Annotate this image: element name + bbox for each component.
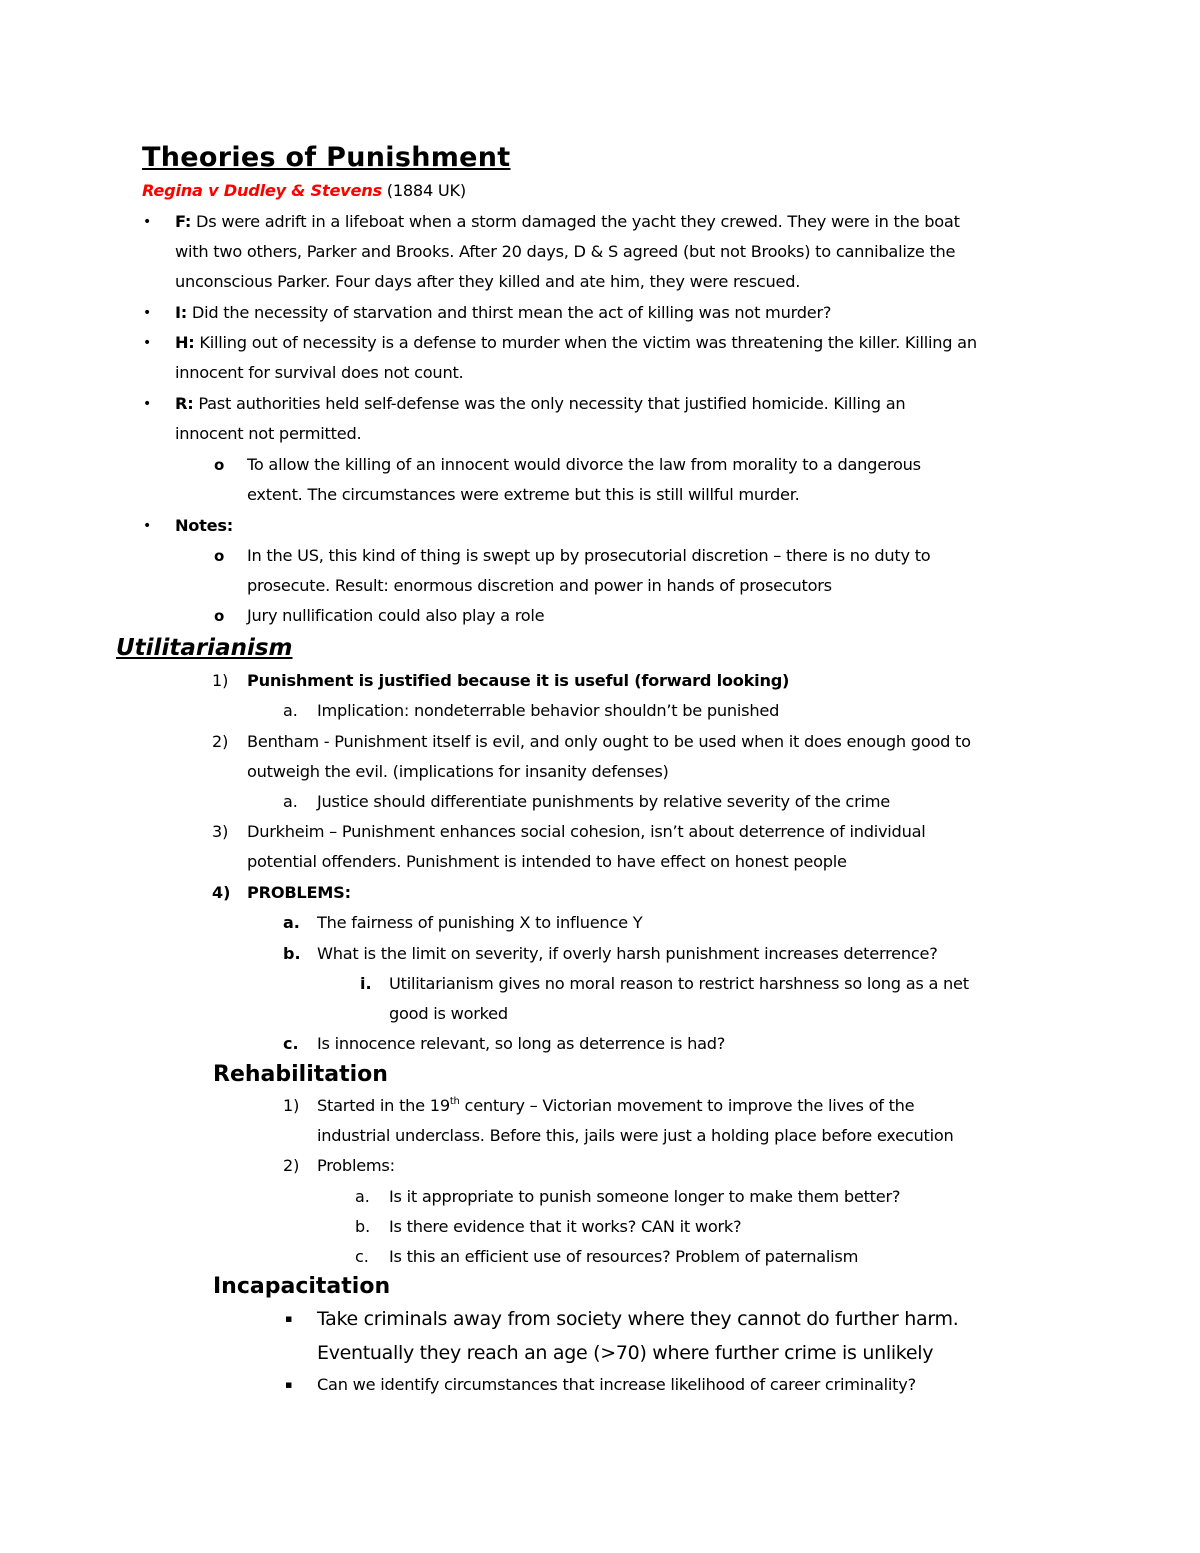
bullet-circle: o — [214, 607, 225, 625]
util-item-4c: Is innocence relevant, so long as deterrence is had? — [317, 1034, 726, 1053]
rehab-item-1-line-2: industrial underclass. Before this, jails were just a holding place before execution — [317, 1126, 954, 1145]
case-heading — [142, 176, 466, 206]
case-reasoning-line-1: R: Past authorities held self-defense was the only necessity that justified homicide. Killing an — [175, 394, 906, 413]
list-number: 2) — [283, 1156, 300, 1175]
rehab-item-2a: Is it appropriate to punish someone longer to make them better? — [389, 1187, 901, 1206]
notes-sub-line-3: Jury nullification could also play a role — [247, 606, 545, 625]
incap-item-1-line-1: Take criminals away from society where they cannot do further harm. — [317, 1308, 959, 1330]
util-item-4: PROBLEMS: — [247, 883, 351, 902]
list-letter: a. — [283, 913, 300, 932]
bullet-square: ▪ — [285, 1378, 293, 1391]
util-item-4b-i-line-1: Utilitarianism gives no moral reason to restrict harshness so long as a net — [389, 974, 969, 993]
notes-sub-line-1: In the US, this kind of thing is swept up by prosecutorial discretion – there is no duty to — [247, 546, 931, 565]
page-title: Theories of Punishment — [142, 142, 511, 173]
case-reasoning-line-2: innocent not permitted. — [175, 424, 362, 443]
util-item-1: Punishment is justified because it is useful (forward looking) — [247, 671, 790, 690]
list-number: 1) — [283, 1096, 300, 1115]
list-letter: b. — [283, 944, 301, 963]
bullet-dot: • — [143, 335, 152, 351]
util-item-4b: What is the limit on severity, if overly harsh punishment increases deterrence? — [317, 944, 938, 963]
util-item-3-line-2: potential offenders. Punishment is intended to have effect on honest people — [247, 852, 847, 871]
util-item-2-line-1: Bentham - Punishment itself is evil, and only ought to be used when it does enough good to — [247, 732, 971, 751]
list-letter: a. — [283, 792, 298, 811]
util-item-4a: The fairness of punishing X to influence Y — [317, 913, 643, 932]
bullet-square: ▪ — [285, 1312, 293, 1325]
bullet-dot: • — [143, 305, 152, 321]
rehab-item-2: Problems: — [317, 1156, 395, 1175]
list-letter: c. — [355, 1247, 369, 1266]
bullet-dot: • — [143, 518, 152, 534]
list-number: 1) — [212, 671, 229, 690]
bullet-dot: • — [143, 396, 152, 412]
case-holding-line-1: H: Killing out of necessity is a defense to murder when the victim was threatening the killer. Killing an — [175, 333, 977, 352]
case-name: Regina v Dudley & Stevens — [142, 181, 382, 200]
list-letter: c. — [283, 1034, 299, 1053]
util-item-3-line-1: Durkheim – Punishment enhances social cohesion, isn’t about deterrence of individual — [247, 822, 926, 841]
case-fact-line-3: unconscious Parker. Four days after they killed and ate him, they were rescued. — [175, 272, 801, 291]
notes-label: Notes: — [175, 516, 233, 535]
case-holding-line-2: innocent for survival does not count. — [175, 363, 464, 382]
util-item-2-line-2: outweigh the evil. (implications for insanity defenses) — [247, 762, 669, 781]
util-item-2a: Justice should differentiate punishments by relative severity of the crime — [317, 792, 890, 811]
incap-item-1-line-2: Eventually they reach an age (>70) where further crime is unlikely — [317, 1342, 934, 1364]
bullet-dot: • — [143, 214, 152, 230]
case-citation: (1884 UK) — [381, 181, 466, 200]
section-heading-incapacitation: Incapacitation — [213, 1274, 391, 1299]
section-heading-utilitarianism: Utilitarianism — [116, 635, 293, 661]
rehab-item-1-line-1: Started in the 19th century – Victorian movement to improve the lives of the — [317, 1095, 915, 1115]
list-number: 3) — [212, 822, 229, 841]
list-letter: b. — [355, 1217, 371, 1236]
rehab-item-2c: Is this an efficient use of resources? Problem of paternalism — [389, 1247, 859, 1266]
case-fact-line-1: F: Ds were adrift in a lifeboat when a storm damaged the yacht they crewed. They were in the boat — [175, 212, 960, 231]
list-number: 4) — [212, 883, 231, 902]
util-item-1a: Implication: nondeterrable behavior shouldn’t be punished — [317, 701, 780, 720]
bullet-circle: o — [214, 456, 225, 474]
case-reasoning-sub-line-2: extent. The circumstances were extreme but this is still willful murder. — [247, 485, 800, 504]
incap-item-2: Can we identify circumstances that increase likelihood of career criminality? — [317, 1375, 916, 1394]
list-letter: a. — [355, 1187, 370, 1206]
case-reasoning-sub-line-1: To allow the killing of an innocent would divorce the law from morality to a dangerous — [247, 455, 921, 474]
case-issue-line: I: Did the necessity of starvation and thirst mean the act of killing was not murder? — [175, 303, 832, 322]
bullet-circle: o — [214, 547, 225, 565]
case-fact-line-2: with two others, Parker and Brooks. After 20 days, D & S agreed (but not Brooks) to cannibalize the — [175, 242, 956, 261]
section-heading-rehabilitation: Rehabilitation — [213, 1062, 388, 1087]
list-roman: i. — [360, 974, 372, 993]
notes-sub-line-2: prosecute. Result: enormous discretion and power in hands of prosecutors — [247, 576, 832, 595]
util-item-4b-i-line-2: good is worked — [389, 1004, 508, 1023]
list-number: 2) — [212, 732, 229, 751]
list-letter: a. — [283, 701, 298, 720]
rehab-item-2b: Is there evidence that it works? CAN it work? — [389, 1217, 742, 1236]
